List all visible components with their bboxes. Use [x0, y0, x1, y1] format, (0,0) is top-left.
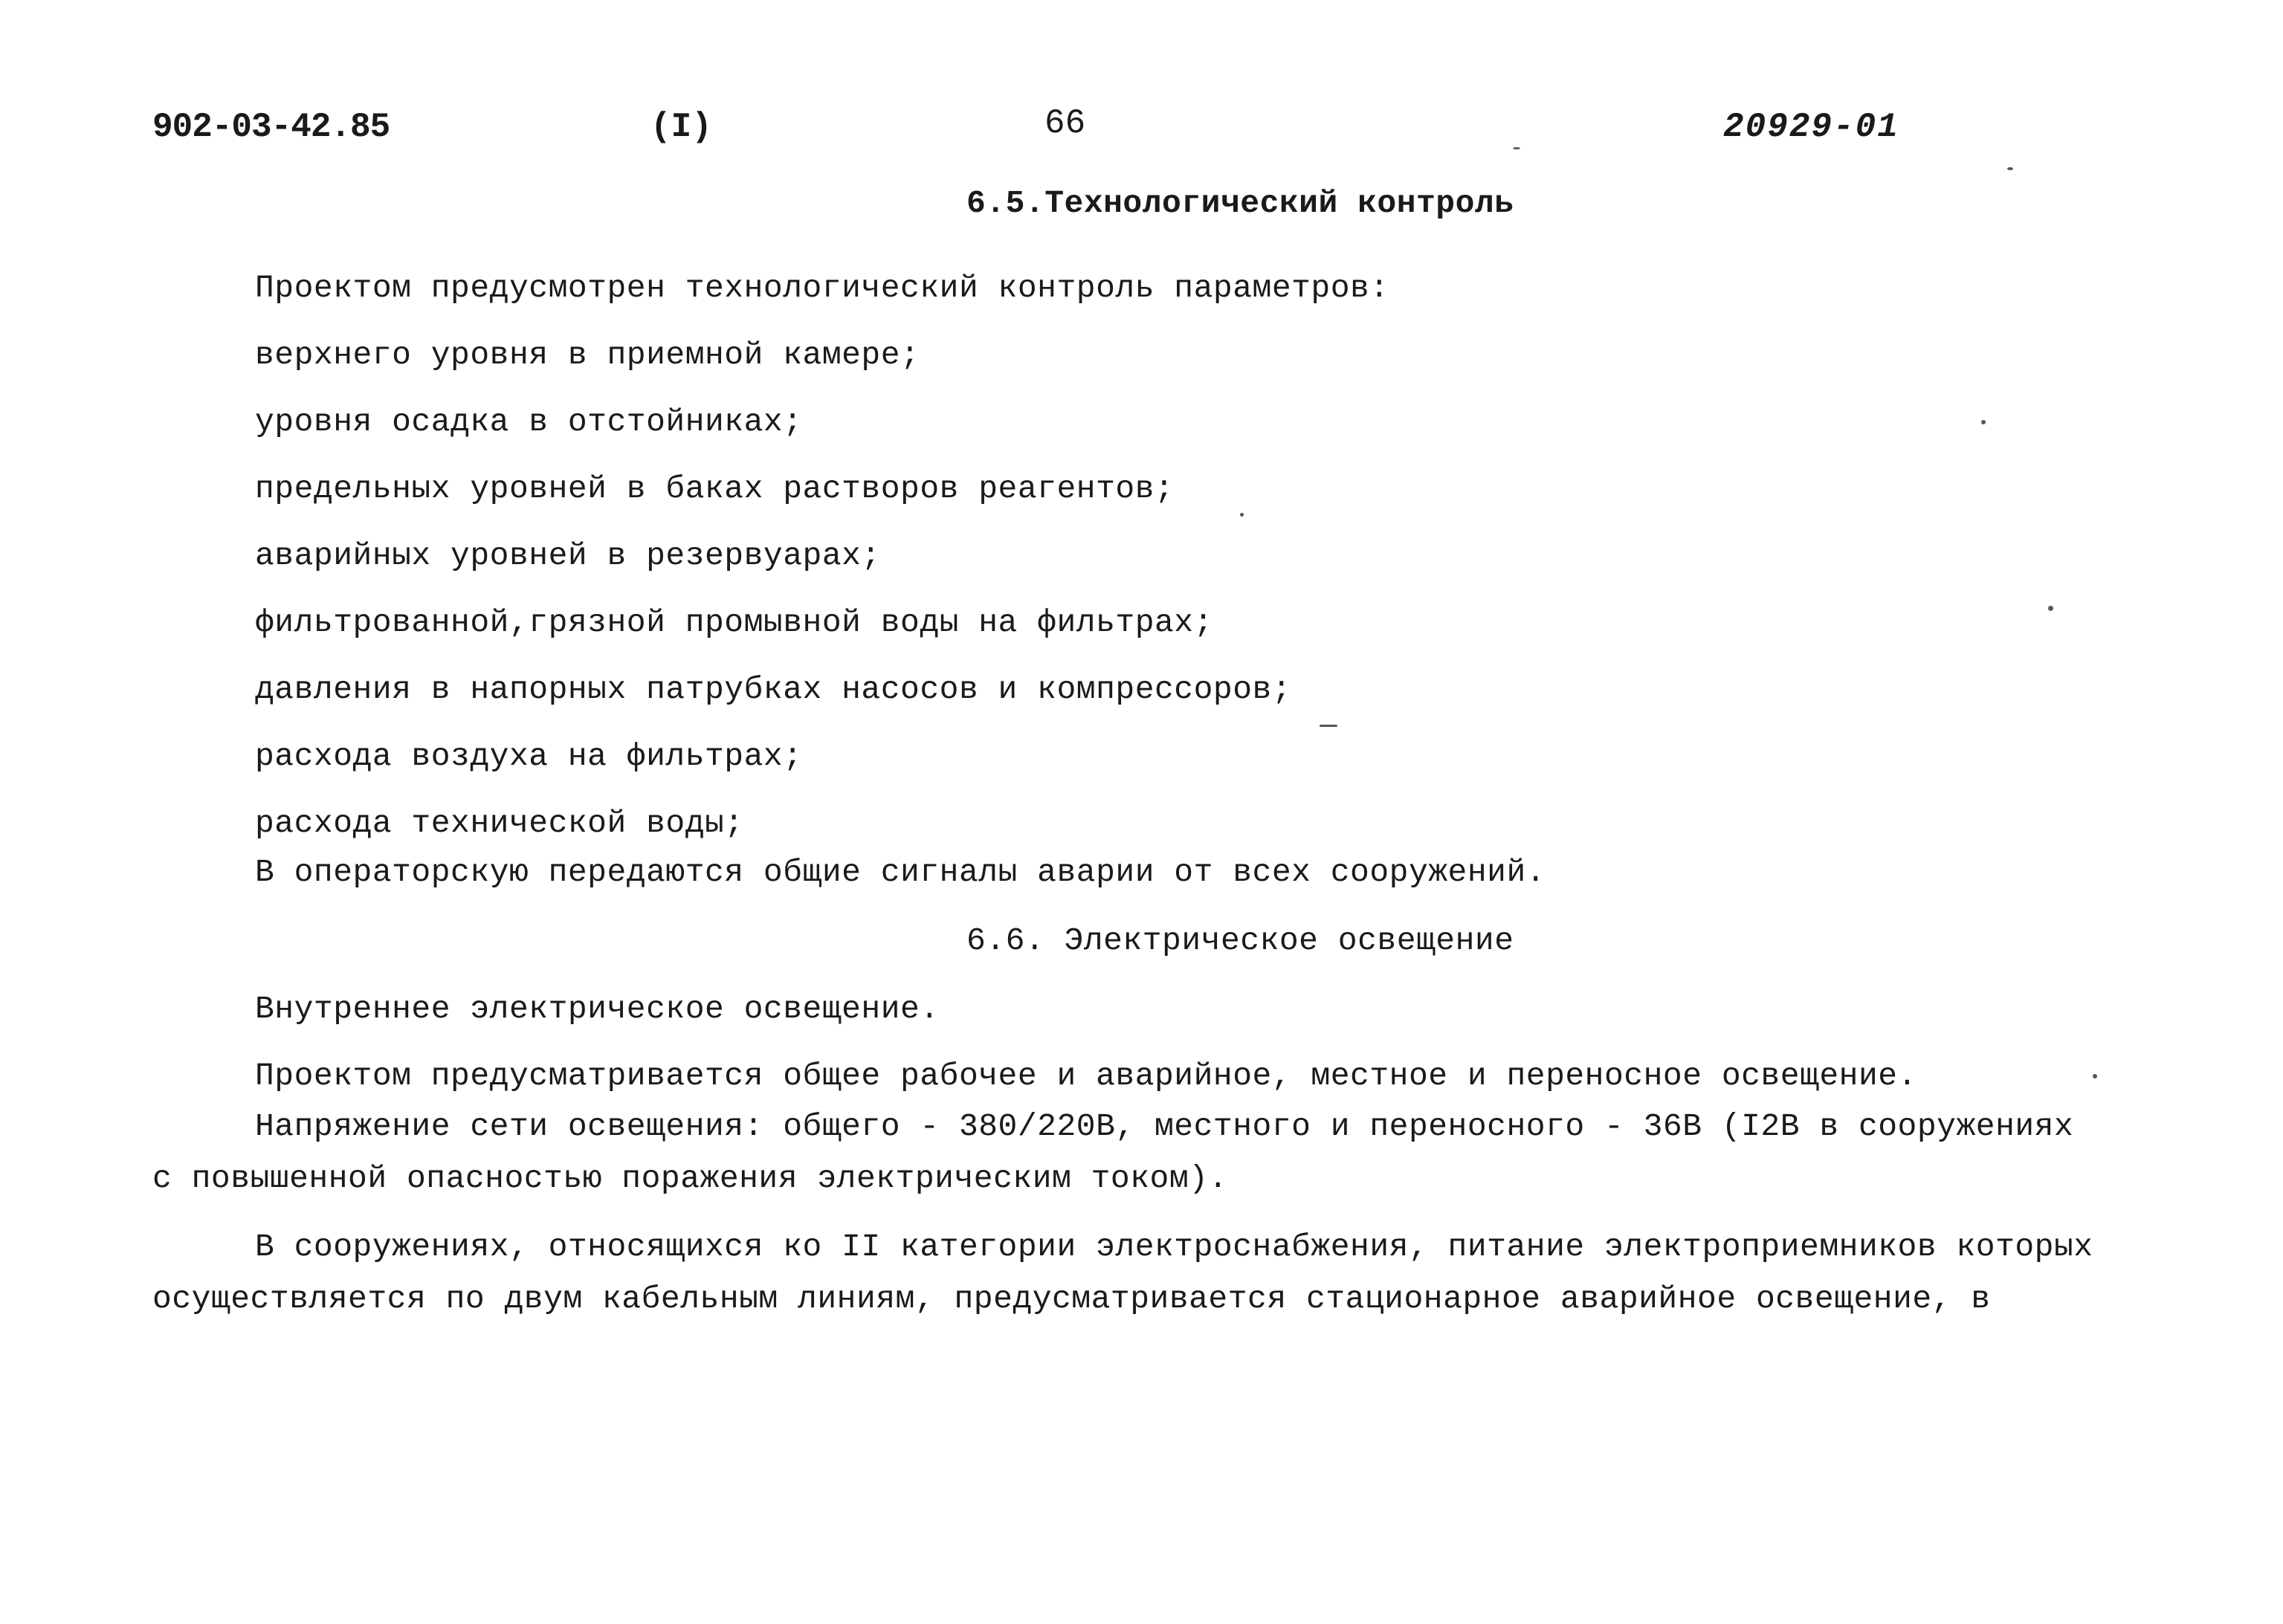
control-item: расхода технической воды; [255, 805, 744, 841]
control-item: давления в напорных патрубках насосов и компрессоров; [255, 671, 1292, 708]
control-item: аварийных уровней в резервуарах; [255, 537, 881, 574]
scan-speck [1981, 420, 1986, 424]
internal-lighting-text: Внутреннее электрическое освещение. [255, 991, 940, 1027]
inventory-number: 20929-01 [1723, 108, 1899, 146]
voltage-text-line-2: с повышенной опасностью поражения электрическим током). [152, 1160, 1228, 1197]
document-code: 902-03-42.85 [152, 108, 390, 146]
control-item: уровня осадка в отстойниках; [255, 404, 803, 440]
control-item: предельных уровней в баках растворов реагентов; [255, 470, 1175, 507]
scan-speck [2093, 1074, 2097, 1078]
page-number: 66 [1044, 104, 1086, 143]
scan-speck [1240, 513, 1244, 517]
voltage-text-line-1: Напряжение сети освещения: общего - 380/220В, местного и переносного - 36В (I2В в сооружениях [255, 1108, 2074, 1145]
category-text-line-2: осуществляется по двум кабельным линиям, предусматривается стационарное аварийное освещение, в [152, 1281, 1991, 1317]
scan-speck [1513, 147, 1520, 149]
section-6-5-intro: Проектом предусмотрен технологический контроль параметров: [255, 270, 1389, 306]
alarm-signals-text: В операторскую передаются общие сигналы аварии от всех сооружений. [255, 854, 1546, 890]
scan-speck [1320, 725, 1337, 727]
control-item: верхнего уровня в приемной камере; [255, 337, 920, 373]
sheet-label: (I) [650, 108, 712, 146]
lighting-provision-text: Проектом предусматривается общее рабочее и аварийное, местное и переносное освещение. [255, 1058, 1917, 1094]
control-item: фильтрованной,грязной промывной воды на фильтрах; [255, 604, 1213, 641]
control-item: расхода воздуха на фильтрах; [255, 738, 803, 774]
section-6-6-title: 6.6. Электрическое освещение [966, 922, 1514, 959]
category-text-line-1: В сооружениях, относящихся ко II категории электроснабжения, питание электроприемников которых [255, 1229, 2093, 1265]
scan-speck [2048, 606, 2053, 611]
scan-speck [2007, 167, 2013, 170]
section-6-5-title: 6.5.Технологический контроль [966, 185, 1514, 221]
